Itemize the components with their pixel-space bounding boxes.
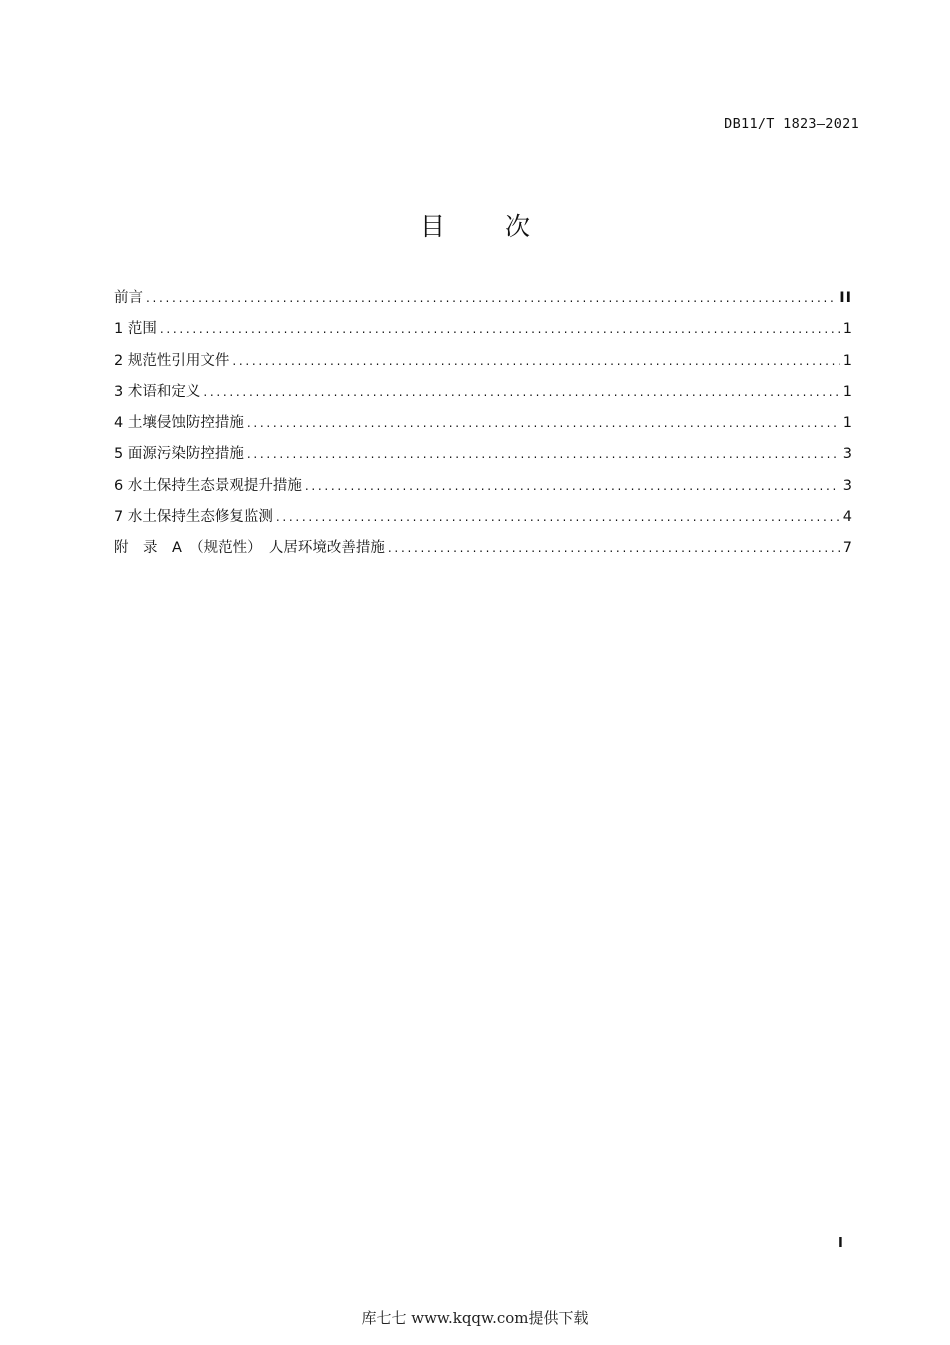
toc-dot-leader bbox=[247, 447, 840, 461]
toc-entry-page: 3 bbox=[842, 477, 852, 494]
toc-entry-nonpoint-pollution[interactable] bbox=[114, 442, 852, 473]
toc-entry-label: 6 水土保持生态景观提升措施 bbox=[114, 477, 302, 494]
toc-title: 目 次 bbox=[420, 212, 556, 241]
toc-entry-page: II bbox=[839, 290, 852, 306]
toc-dot-leader bbox=[305, 479, 840, 493]
toc-entry-normative-references[interactable] bbox=[114, 349, 852, 380]
toc-entry-page: 3 bbox=[842, 446, 852, 463]
toc-entry-appendix-a[interactable] bbox=[114, 536, 852, 567]
toc-entry-soil-erosion[interactable] bbox=[114, 411, 852, 442]
toc-entry-label: 3 术语和定义 bbox=[114, 383, 201, 400]
toc-entry-landscape-improvement[interactable] bbox=[114, 474, 852, 505]
toc-entry-label: 5 面源污染防控措施 bbox=[114, 446, 244, 463]
toc-entry-page: 7 bbox=[842, 540, 852, 557]
toc-dot-leader bbox=[276, 510, 840, 524]
toc-entry-page: 1 bbox=[842, 321, 852, 338]
toc-entry-scope[interactable] bbox=[114, 317, 852, 348]
toc-entry-page: 1 bbox=[842, 415, 852, 432]
toc-dot-leader bbox=[232, 354, 839, 368]
toc-entry-restoration-monitoring[interactable] bbox=[114, 505, 852, 536]
toc-entry-label: 7 水土保持生态修复监测 bbox=[114, 509, 273, 526]
toc-entry-label: 2 规范性引用文件 bbox=[114, 352, 230, 369]
page-number: I bbox=[838, 1236, 843, 1251]
toc-entry-page: 1 bbox=[842, 352, 852, 369]
toc-entry-label: 4 土壤侵蚀防控措施 bbox=[114, 415, 244, 432]
toc-dot-leader bbox=[247, 416, 840, 430]
download-watermark: 库七七 www.kqqw.com提供下载 bbox=[361, 1309, 589, 1327]
toc-entry-foreword[interactable] bbox=[114, 286, 852, 317]
toc-list bbox=[114, 286, 852, 568]
toc-dot-leader bbox=[388, 541, 840, 555]
toc-dot-leader bbox=[146, 291, 836, 305]
toc-dot-leader bbox=[160, 322, 840, 336]
standard-code: DB11/T 1823—2021 bbox=[724, 116, 859, 132]
toc-entry-page: 4 bbox=[842, 509, 852, 526]
toc-entry-label: 附 录 A （规范性） 人居环境改善措施 bbox=[114, 540, 385, 557]
toc-entry-page: 1 bbox=[842, 383, 852, 400]
toc-entry-terms-definitions[interactable] bbox=[114, 380, 852, 411]
toc-entry-label: 1 范围 bbox=[114, 321, 157, 338]
toc-dot-leader bbox=[203, 385, 839, 399]
toc-entry-label: 前言 bbox=[114, 290, 143, 306]
